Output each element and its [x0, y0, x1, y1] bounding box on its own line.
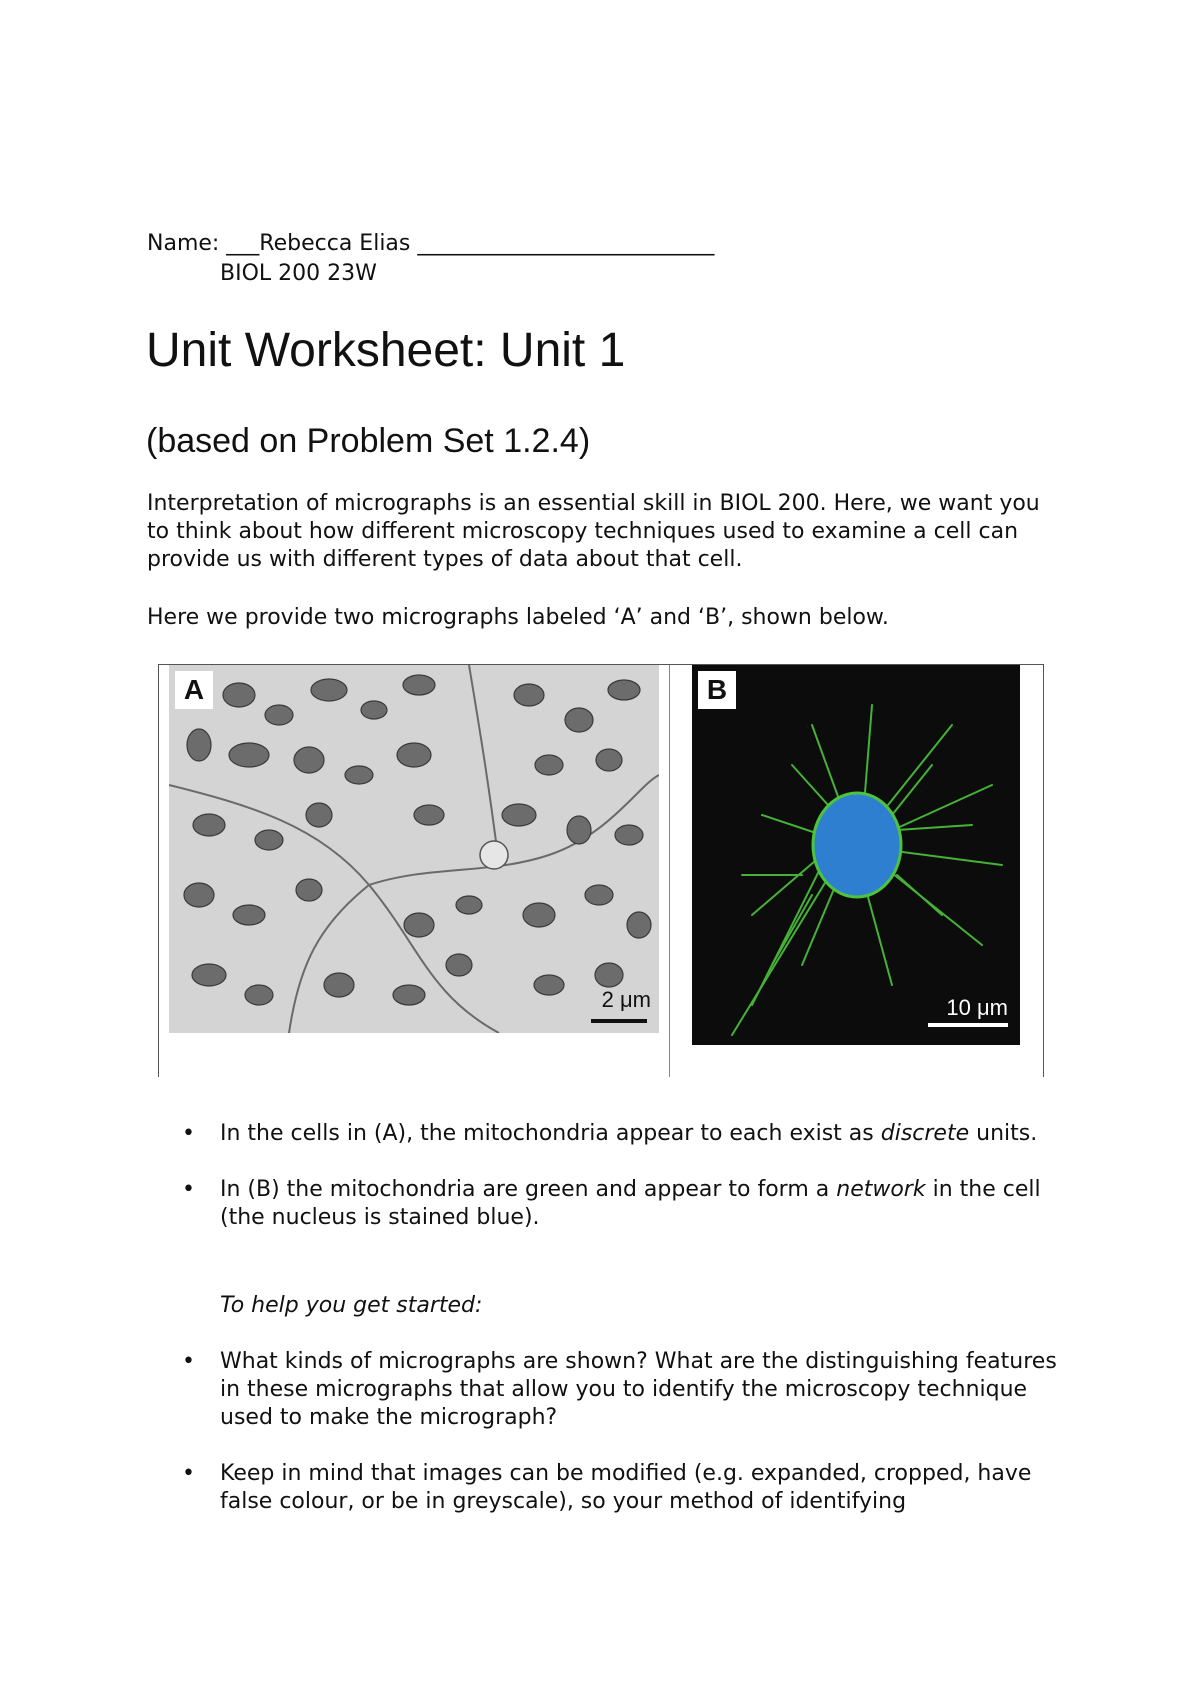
em-image-icon — [169, 665, 659, 1033]
page-subtitle: (based on Problem Set 1.2.4) — [146, 422, 591, 460]
panel-a-scale-bar — [591, 1019, 647, 1023]
figure-divider — [669, 665, 670, 1077]
course-code: BIOL 200 23W — [220, 261, 377, 286]
list-item: • What kinds of micrographs are shown? What are the distinguishing features in these micrographs that allow you to identify the microscopy technique used to make the micrograph? — [182, 1349, 1057, 1430]
panel-b-label: B — [698, 671, 736, 709]
list-item: • In (B) the mitochondria are green and appear to form a network in the cell (the nucleus is stained blue). — [182, 1177, 1041, 1230]
panel-a-label: A — [175, 671, 213, 709]
bullet-icon: • — [182, 1349, 195, 1374]
observation-list — [178, 1120, 1058, 1260]
name-line: Name: ___Rebecca Elias ___________________________ — [147, 231, 715, 256]
provide-paragraph: Here we provide two micrographs labeled ‘A’ and ‘B’, shown below. — [147, 605, 889, 630]
bullet-icon: • — [182, 1461, 195, 1486]
prompt-list — [178, 1348, 1058, 1544]
panel-a-scale-text: 2 μm — [601, 987, 651, 1012]
bullet-icon: • — [182, 1177, 195, 1202]
micrograph-a-electron — [169, 665, 659, 1033]
micrograph-b-fluorescence — [692, 665, 1020, 1045]
panel-b-scale-text: 10 μm — [946, 995, 1008, 1020]
bullet-icon: • — [182, 1121, 195, 1146]
panel-b-scale-bar — [928, 1023, 1008, 1027]
list-item: • In the cells in (A), the mitochondria appear to each exist as discrete units. — [182, 1121, 1038, 1146]
page-title: Unit Worksheet: Unit 1 — [146, 324, 626, 377]
fluorescence-image-icon — [692, 665, 1020, 1045]
micrograph-figure — [158, 664, 1044, 1077]
list-item: • Keep in mind that images can be modified (e.g. expanded, cropped, have false colour, or be in greyscale), so your method of identifying — [182, 1461, 1032, 1514]
getting-started-heading: To help you get started: — [220, 1293, 483, 1318]
intro-paragraph: Interpretation of micrographs is an essential skill in BIOL 200. Here, we want you to think about how different microscopy techniques used to examine a cell can provide us with different types of data about that cell. — [147, 491, 1040, 572]
